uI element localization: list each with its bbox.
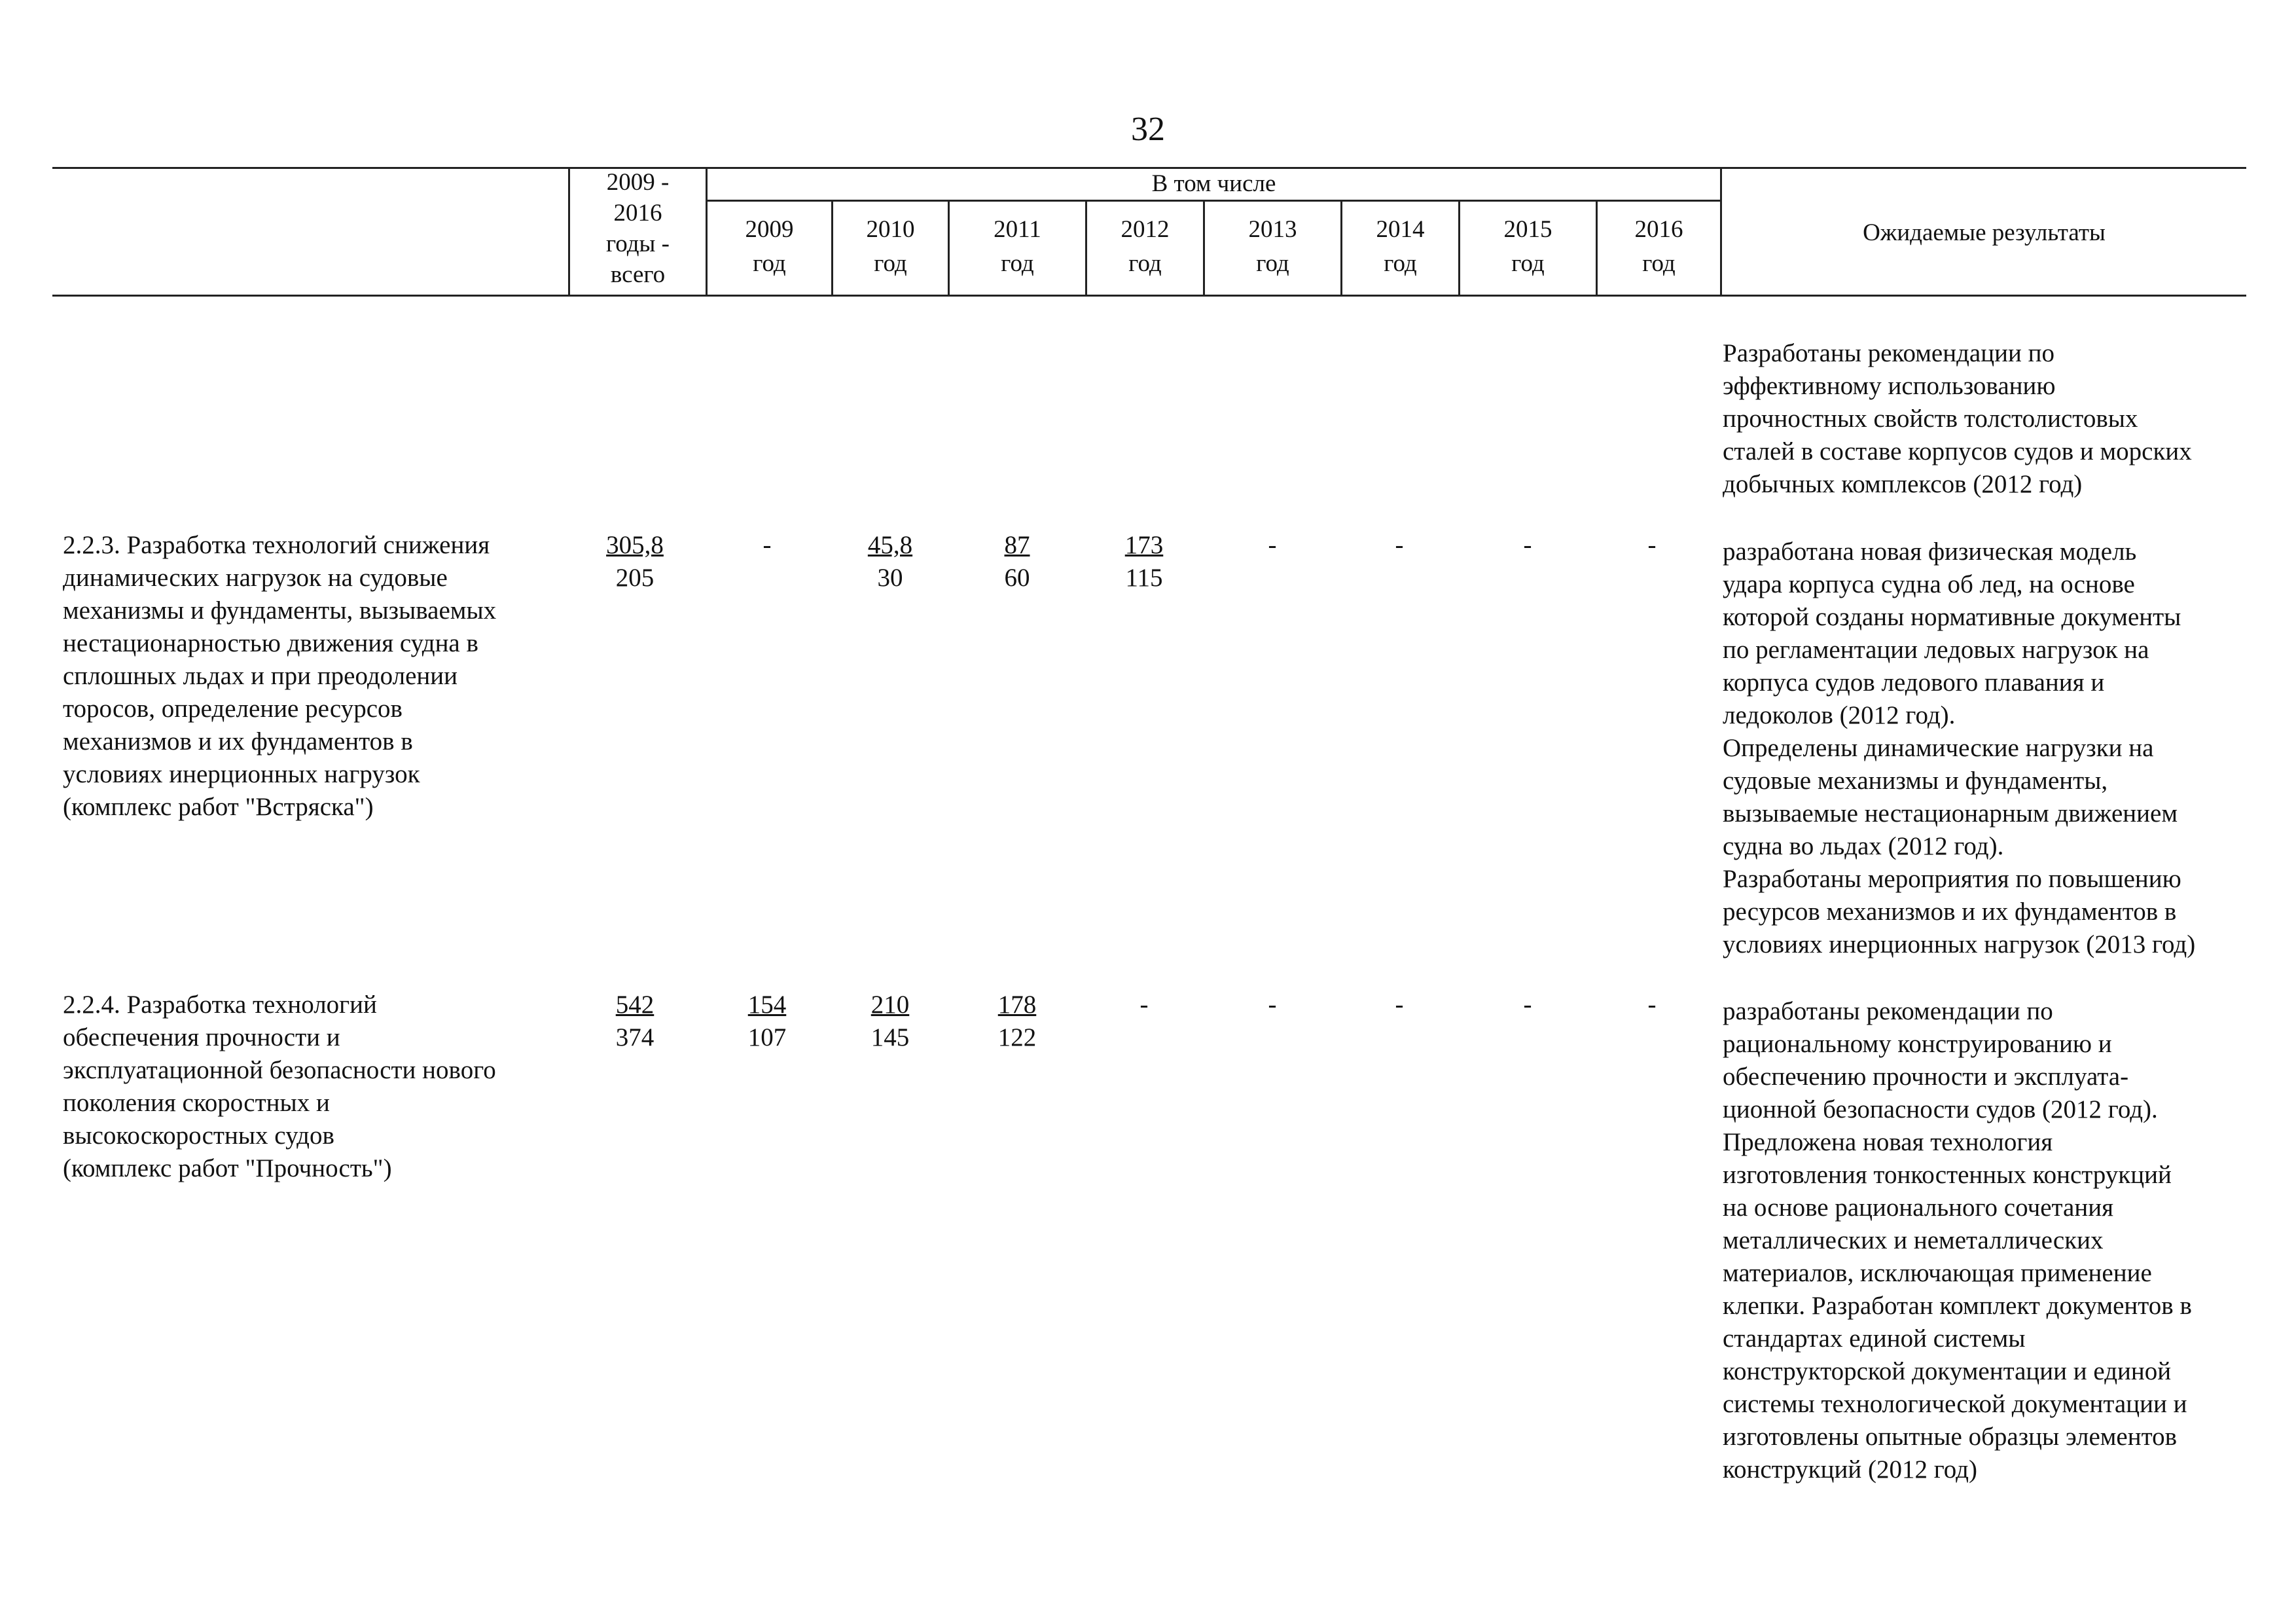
row-2-2-3-2011: 87 60 — [1004, 531, 1030, 592]
header-total-label: 2009 - 2016 годы - всего — [606, 169, 670, 288]
row-2-2-4-2011: 178 122 — [997, 991, 1037, 1051]
row-2-2-4-2009: 154 107 — [747, 991, 787, 1051]
header-bottom-rule — [52, 295, 2246, 297]
row-2-2-3-2014: - — [1395, 531, 1404, 559]
header-year-2012: 2012 год — [1121, 216, 1170, 277]
row-2-2-4-results: разработаны рекомендации по рациональному конструированию и обеспечению прочности и эксплуата- ционной безопасности судов (2012 год). Предложена новая технология изготовления тонкостенных конструкций на основе рационального сочетания металлических и неметаллических материалов, исключающая применение клепки. Разработан комплект документов в стандартах единой системы конструкторской документации и единой системы технологической документации и изготовлены опытные образцы элементов конструкций (2012 год) — [1723, 997, 2192, 1484]
row-2-2-3-2010: 45,8 30 — [867, 531, 913, 592]
row-2-2-3-total: 305,8 205 — [606, 531, 664, 592]
header-in-total-label: В том числе — [1151, 170, 1276, 197]
row-title-2-2-3: 2.2.3. Разработка технологий снижения динамических нагрузок на судовые механизмы и фундаменты, вызываемых нестационарностью движения судна в сплошных льдах и при преодолении торосов, определение ресурсов механизмов и их фундаментов в условиях инерционных нагрузок (комплекс работ "Встряска") — [63, 531, 497, 821]
row-2-2-3-2013: - — [1268, 531, 1277, 559]
header-year-2014: 2014 год — [1376, 216, 1425, 277]
header-subrule — [706, 200, 1721, 202]
row-2-2-3-results: разработана новая физическая модель удара корпуса судна об лед, на основе которой созданы нормативные документы по регламентации ледовых нагрузок на корпуса судов ледового плавания и ледоколов (2012 год). Определены динамические нагрузки на судовые механизмы и фундаменты, вызываемые нестационарным движением судна во льдах (2012 год). Разработаны мероприятия по повышению ресурсов механизмов и их фундаментов в условиях инерционных нагрузок (2013 год) — [1723, 538, 2196, 958]
row-2-2-4-2015: - — [1523, 991, 1532, 1019]
header-results-label: Ожидаемые результаты — [1863, 219, 2106, 246]
row-2-2-3-2016: - — [1647, 531, 1657, 559]
intro-result-text: Разработаны рекомендации по эффективному использованию прочностных свойств толстолистовых сталей в составе корпусов судов и морских добычных комплексов (2012 год) — [1723, 339, 2192, 498]
header-year-2009: 2009 год — [745, 216, 794, 277]
header-year-2015: 2015 год — [1503, 216, 1552, 277]
row-2-2-4-2013: - — [1268, 991, 1277, 1019]
row-2-2-4-total: 542 374 — [615, 991, 655, 1051]
row-2-2-4-2014: - — [1395, 991, 1404, 1019]
header-year-2016: 2016 год — [1634, 216, 1683, 277]
row-2-2-3-2009: - — [762, 531, 772, 559]
header-year-2011: 2011 год — [994, 216, 1041, 277]
header-year-2010: 2010 год — [866, 216, 915, 277]
row-title-2-2-4: 2.2.4. Разработка технологий обеспечения прочности и эксплуатационной безопасности нового поколения скоростных и высокоскоростных судов (комплекс работ "Прочность") — [63, 991, 496, 1182]
row-2-2-4-2016: - — [1647, 991, 1657, 1019]
row-2-2-4-2012: - — [1139, 991, 1149, 1019]
page-number: 32 — [1131, 111, 1165, 148]
row-2-2-3-2012: 173 115 — [1124, 531, 1164, 592]
row-2-2-3-2015: - — [1523, 531, 1532, 559]
row-2-2-4-2010: 210 145 — [870, 991, 910, 1051]
header-year-2013: 2013 год — [1248, 216, 1297, 277]
